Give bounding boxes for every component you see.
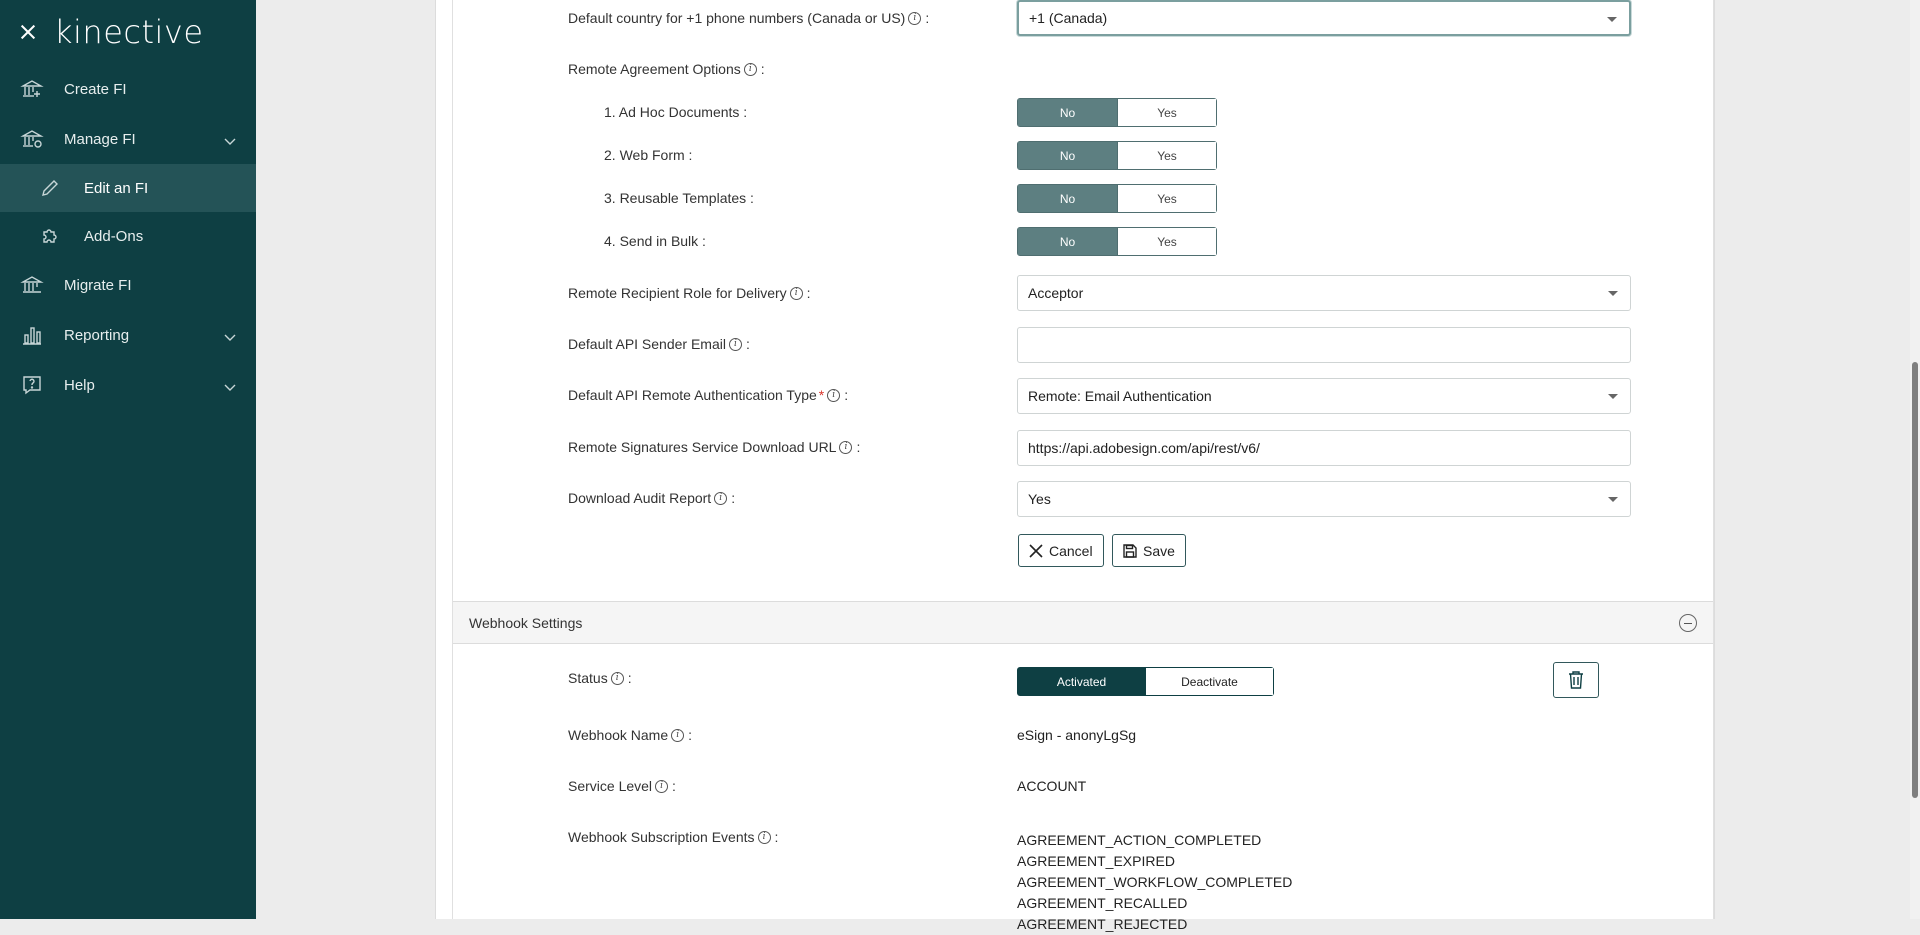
info-icon[interactable]: i bbox=[671, 729, 684, 742]
pencil-icon bbox=[38, 176, 62, 200]
button-label: Save bbox=[1143, 542, 1175, 559]
yes-option[interactable]: Yes bbox=[1117, 228, 1216, 255]
sidebar-item-edit-fi[interactable] bbox=[0, 164, 256, 212]
sidebar-item-help[interactable] bbox=[0, 360, 256, 410]
info-icon[interactable]: i bbox=[655, 780, 668, 793]
info-icon[interactable]: i bbox=[744, 63, 757, 76]
reusable-templates-label: 3. Reusable Templates : bbox=[604, 190, 754, 206]
chevron-down-icon bbox=[1607, 17, 1617, 22]
event-item: AGREEMENT_RECALLED bbox=[1017, 895, 1188, 911]
info-icon[interactable]: i bbox=[729, 338, 742, 351]
no-option[interactable]: No bbox=[1018, 142, 1117, 169]
label-text: Status bbox=[568, 670, 608, 686]
bar-chart-icon bbox=[20, 323, 44, 347]
info-icon[interactable]: i bbox=[790, 287, 803, 300]
info-icon[interactable]: i bbox=[758, 831, 771, 844]
bank-gear-icon bbox=[20, 127, 44, 151]
default-country-label: Default country for +1 phone numbers (Canada or US) i : bbox=[568, 10, 930, 26]
x-icon bbox=[1029, 544, 1043, 558]
label-text: Webhook Name bbox=[568, 727, 669, 743]
sidebar-item-create-fi[interactable] bbox=[0, 64, 256, 114]
event-item: AGREEMENT_EXPIRED bbox=[1017, 853, 1175, 869]
brand-bar bbox=[0, 0, 256, 64]
sidebar-item-label: Add-Ons bbox=[84, 227, 144, 245]
page-scrollbar[interactable] bbox=[1910, 0, 1920, 919]
chevron-down-icon bbox=[224, 379, 236, 396]
label-text: Default API Sender Email bbox=[568, 336, 726, 352]
cancel-button[interactable] bbox=[1018, 534, 1104, 567]
service-level-value: ACCOUNT bbox=[1017, 778, 1087, 794]
delete-webhook-button[interactable] bbox=[1553, 662, 1599, 698]
sidebar-item-label: Reporting bbox=[64, 326, 130, 344]
default-country-select[interactable] bbox=[1017, 0, 1631, 36]
puzzle-icon bbox=[38, 224, 62, 248]
chevron-down-icon bbox=[1608, 394, 1618, 399]
info-icon[interactable]: i bbox=[908, 12, 921, 25]
close-icon[interactable] bbox=[18, 22, 38, 42]
sidebar-item-label: Manage FI bbox=[64, 130, 136, 148]
audit-report-label: Download Audit Report i : bbox=[568, 490, 736, 506]
label-text: Default API Remote Authentication Type bbox=[568, 387, 817, 403]
main-content bbox=[256, 0, 1910, 932]
settings-panel bbox=[452, 0, 1714, 932]
nav-list bbox=[0, 64, 256, 410]
label-text: Default country for +1 phone numbers (Canada or US) bbox=[568, 10, 906, 26]
label-text: Service Level bbox=[568, 778, 653, 794]
trash-icon bbox=[1568, 671, 1584, 689]
deactivate-option[interactable]: Deactivate bbox=[1145, 668, 1273, 695]
select-value: Yes bbox=[1028, 491, 1051, 507]
download-url-input[interactable] bbox=[1017, 430, 1631, 466]
api-sender-email-input[interactable] bbox=[1017, 327, 1631, 363]
save-button[interactable] bbox=[1112, 534, 1186, 567]
minus-circle-icon[interactable] bbox=[1679, 614, 1697, 632]
web-form-label: 2. Web Form : bbox=[604, 147, 693, 163]
sidebar-item-label: Edit an FI bbox=[84, 179, 149, 197]
section-title: Webhook Settings bbox=[469, 614, 583, 631]
label-text: Remote Recipient Role for Delivery bbox=[568, 285, 787, 301]
yes-option[interactable]: Yes bbox=[1117, 185, 1216, 212]
webhook-name-value: eSign - anonyLgSg bbox=[1017, 727, 1137, 743]
label-text: Webhook Subscription Events bbox=[568, 829, 755, 845]
audit-report-select[interactable] bbox=[1017, 481, 1631, 517]
settings-card bbox=[435, 0, 1715, 932]
select-value: +1 (Canada) bbox=[1029, 10, 1108, 26]
bank-plus-icon bbox=[20, 77, 44, 101]
ad-hoc-documents-label: 1. Ad Hoc Documents : bbox=[604, 104, 748, 120]
no-option[interactable]: No bbox=[1018, 99, 1117, 126]
chevron-down-icon bbox=[224, 133, 236, 150]
input-value: https://api.adobesign.com/api/rest/v6/ bbox=[1028, 440, 1260, 456]
recipient-role-label: Remote Recipient Role for Delivery i : bbox=[568, 285, 811, 301]
info-icon[interactable]: i bbox=[714, 492, 727, 505]
info-icon[interactable]: i bbox=[827, 389, 840, 402]
sidebar-item-label: Create FI bbox=[64, 80, 127, 98]
chevron-down-icon bbox=[224, 329, 236, 346]
label-text: Download Audit Report bbox=[568, 490, 712, 506]
subscription-events-label: Webhook Subscription Events i : bbox=[568, 829, 779, 845]
send-in-bulk-toggle bbox=[1017, 227, 1217, 256]
sidebar-item-manage-fi[interactable] bbox=[0, 114, 256, 164]
info-icon[interactable]: i bbox=[839, 441, 852, 454]
info-icon[interactable]: i bbox=[611, 672, 624, 685]
chevron-down-icon bbox=[1608, 291, 1618, 296]
sidebar-item-reporting[interactable] bbox=[0, 310, 256, 360]
yes-option[interactable]: Yes bbox=[1117, 142, 1216, 169]
bank-arrow-icon bbox=[20, 273, 44, 297]
remote-agreement-label: Remote Agreement Options i : bbox=[568, 61, 765, 77]
event-item: AGREEMENT_ACTION_COMPLETED bbox=[1017, 832, 1262, 848]
auth-type-label: Default API Remote Authentication Type * i : bbox=[568, 387, 849, 403]
sidebar-item-migrate-fi[interactable] bbox=[0, 260, 256, 310]
required-marker: * bbox=[818, 387, 825, 403]
sidebar-item-label: Help bbox=[64, 376, 95, 394]
sidebar-item-add-ons[interactable] bbox=[0, 212, 256, 260]
label-text: Remote Agreement Options bbox=[568, 61, 741, 77]
service-level-label: Service Level i : bbox=[568, 778, 676, 794]
sidebar-item-label: Migrate FI bbox=[64, 276, 132, 294]
no-option[interactable]: No bbox=[1018, 185, 1117, 212]
select-value: Acceptor bbox=[1028, 285, 1084, 301]
select-value: Remote: Email Authentication bbox=[1028, 388, 1212, 404]
web-form-toggle bbox=[1017, 141, 1217, 170]
auth-type-select[interactable] bbox=[1017, 378, 1631, 414]
api-sender-email-label: Default API Sender Email i : bbox=[568, 336, 750, 352]
sidebar bbox=[0, 0, 256, 919]
webhook-settings-header[interactable] bbox=[453, 601, 1713, 644]
send-in-bulk-label: 4. Send in Bulk : bbox=[604, 233, 706, 249]
reusable-templates-toggle bbox=[1017, 184, 1217, 213]
recipient-role-select[interactable] bbox=[1017, 275, 1631, 311]
event-item: AGREEMENT_WORKFLOW_COMPLETED bbox=[1017, 874, 1293, 890]
status-toggle bbox=[1017, 667, 1274, 696]
label-text: Remote Signatures Service Download URL bbox=[568, 439, 837, 455]
no-option[interactable]: No bbox=[1018, 228, 1117, 255]
webhook-name-label: Webhook Name i : bbox=[568, 727, 693, 743]
ad-hoc-documents-toggle bbox=[1017, 98, 1217, 127]
scrollbar-thumb[interactable] bbox=[1912, 362, 1918, 798]
subscription-events-list bbox=[1017, 830, 1292, 935]
save-icon bbox=[1123, 544, 1137, 558]
yes-option[interactable]: Yes bbox=[1117, 99, 1216, 126]
event-item: AGREEMENT_REJECTED bbox=[1017, 916, 1188, 932]
status-label: Status i : bbox=[568, 670, 632, 686]
button-label: Cancel bbox=[1049, 542, 1093, 559]
chevron-down-icon bbox=[1608, 497, 1618, 502]
logo: kinective bbox=[54, 13, 204, 51]
download-url-label: Remote Signatures Service Download URL i : bbox=[568, 439, 861, 455]
activated-option[interactable]: Activated bbox=[1018, 668, 1145, 695]
help-icon bbox=[20, 373, 44, 397]
